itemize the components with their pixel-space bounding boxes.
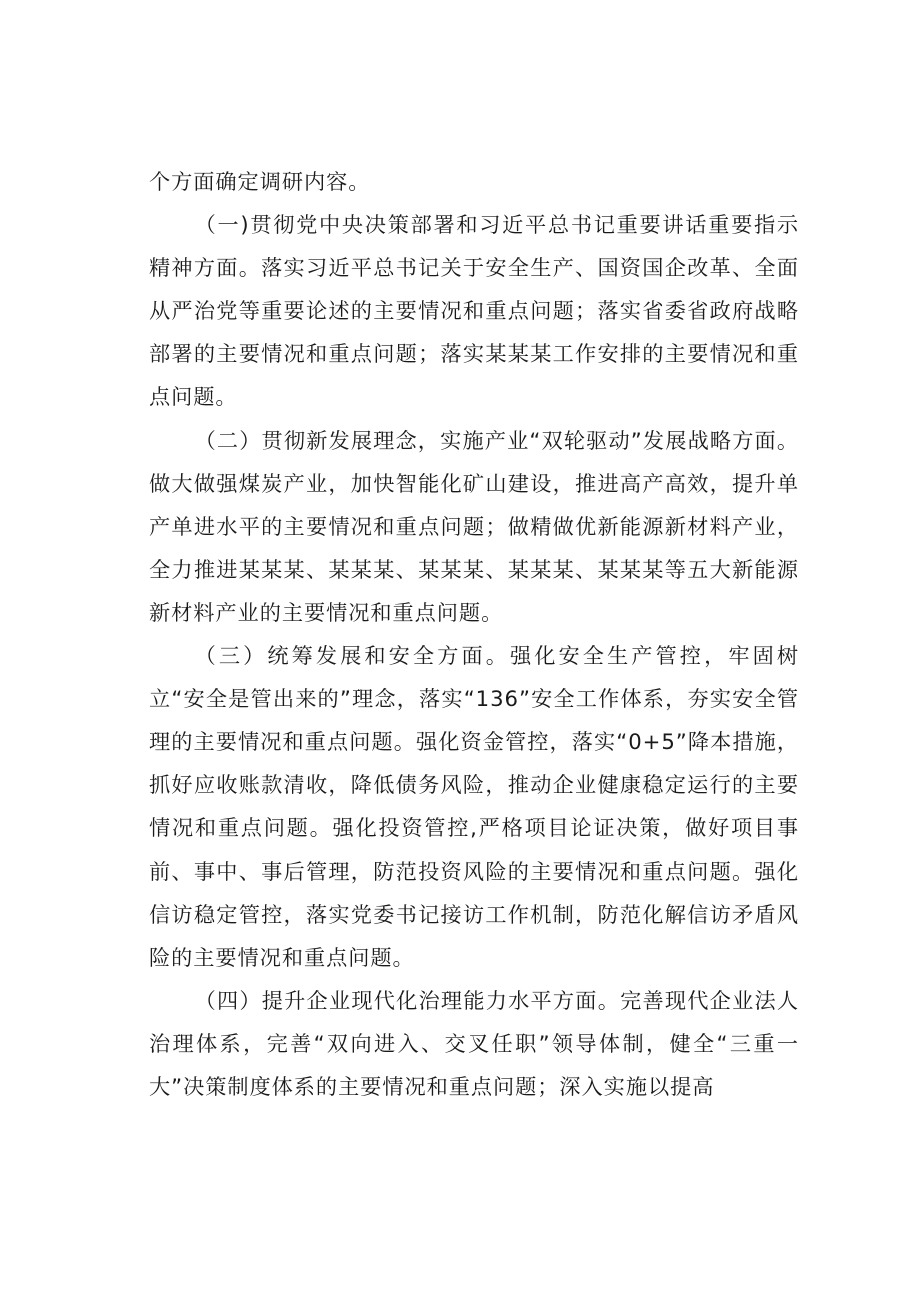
paragraph-section-4: （四）提升企业现代化治理能力水平方面。完善现代企业法人治理体系，完善“双向进入、交叉任职”领导体制，健全“三重一大”决策制度体系的主要情况和重点问题；深入实施以提高	[149, 987, 799, 1099]
document-body	[149, 160, 799, 1108]
paragraph-section-3: （三）统筹发展和安全方面。强化安全生产管控，牢固树立“安全是管出来的”理念，落实“136”安全工作体系，夯实安全管理的主要情况和重点问题。强化资金管控，落实“0+5”降本措施，抓好应收账款清收，降低债务风险，推动企业健康稳定运行的主要情况和重点问题。强化投资管控,严格项目论证决策，做好项目事前、事中、事后管理，防范投资风险的主要情况和重点问题。强化信访稳定管控，落实党委书记接访工作机制，防范化解信访矛盾风险的主要情况和重点问题。	[149, 643, 799, 970]
paragraph-continuation: 个方面确定调研内容。	[149, 169, 371, 194]
paragraph-section-1: （一)贯彻党中央决策部署和习近平总书记重要讲话重要指示精神方面。落实习近平总书记关于安全生产、国资国企改革、全面从严治党等重要论述的主要情况和重点问题；落实省委省政府战略部署的主要情况和重点问题；落实某某某工作安排的主要情况和重点问题。	[149, 212, 799, 410]
paragraph-section-2: （二）贯彻新发展理念，实施产业“双轮驱动”发展战略方面。做大做强煤炭产业，加快智能化矿山建设，推进高产高效，提升单产单进水平的主要情况和重点问题；做精做优新能源新材料产业，全力推进某某某、某某某、某某某、某某某、某某某等五大新能源新材料产业的主要情况和重点问题。	[149, 427, 799, 625]
